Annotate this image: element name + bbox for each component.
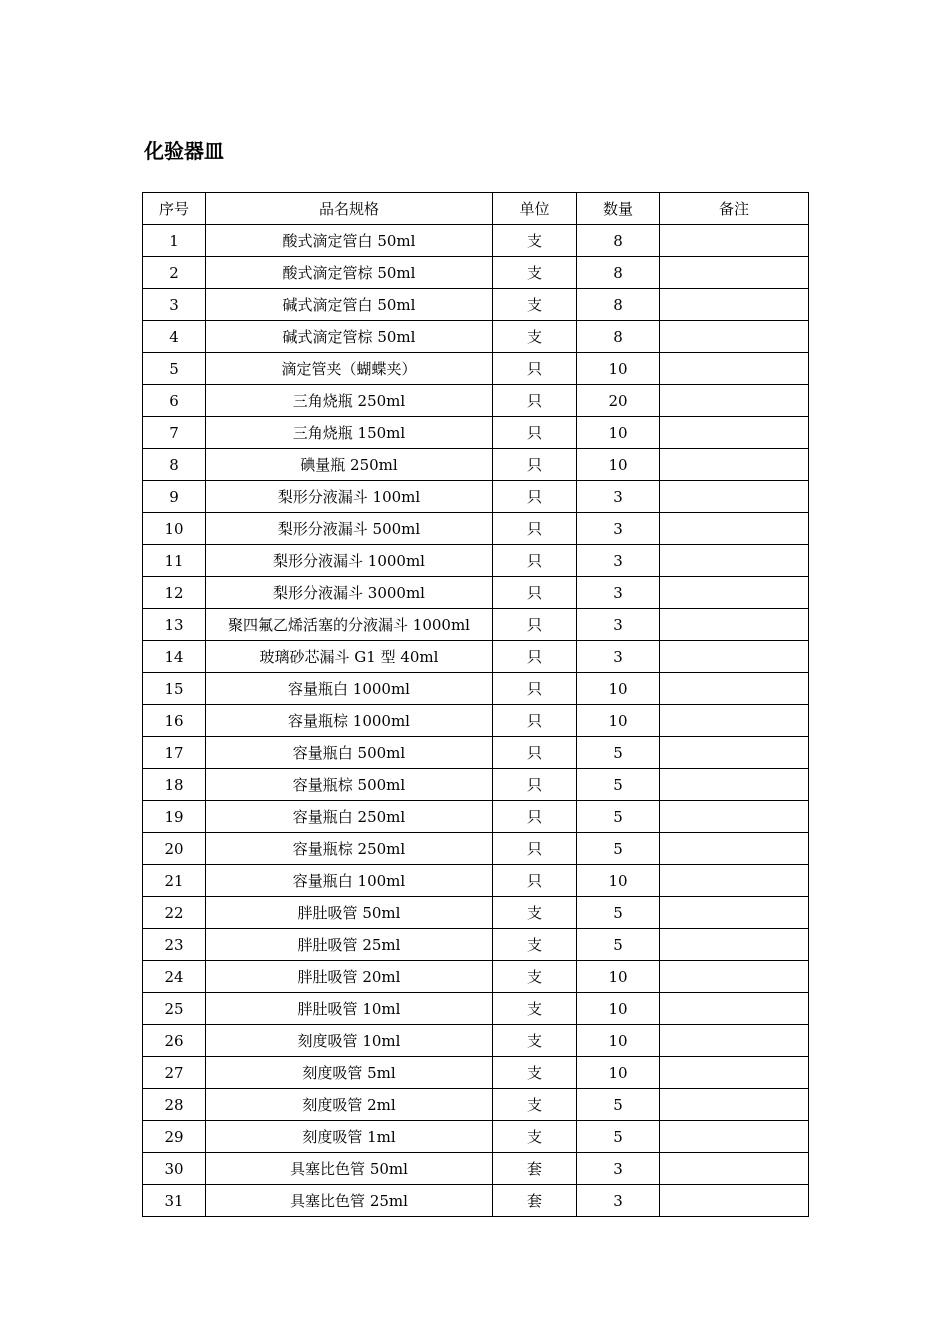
cell-name: 容量瓶棕 500ml	[206, 769, 493, 801]
cell-note	[660, 1121, 809, 1153]
cell-no: 16	[143, 705, 206, 737]
cell-qty: 10	[577, 417, 660, 449]
cell-note	[660, 353, 809, 385]
cell-unit: 只	[493, 801, 577, 833]
cell-unit: 只	[493, 641, 577, 673]
cell-qty: 3	[577, 641, 660, 673]
cell-no: 24	[143, 961, 206, 993]
table-row	[143, 801, 809, 833]
cell-no: 12	[143, 577, 206, 609]
cell-unit: 支	[493, 961, 577, 993]
cell-name: 梨形分液漏斗 3000ml	[206, 577, 493, 609]
table-row	[143, 1185, 809, 1217]
table-row	[143, 929, 809, 961]
cell-note	[660, 961, 809, 993]
table-row	[143, 961, 809, 993]
cell-unit: 只	[493, 353, 577, 385]
cell-name: 碱式滴定管棕 50ml	[206, 321, 493, 353]
cell-note	[660, 449, 809, 481]
cell-name: 滴定管夹（蝴蝶夹）	[206, 353, 493, 385]
cell-qty: 3	[577, 545, 660, 577]
cell-name: 梨形分液漏斗 100ml	[206, 481, 493, 513]
cell-unit: 只	[493, 385, 577, 417]
cell-qty: 3	[577, 609, 660, 641]
cell-qty: 5	[577, 769, 660, 801]
cell-qty: 3	[577, 577, 660, 609]
cell-unit: 只	[493, 545, 577, 577]
cell-no: 2	[143, 257, 206, 289]
cell-qty: 5	[577, 833, 660, 865]
cell-unit: 只	[493, 769, 577, 801]
page-title: 化验器皿	[144, 139, 224, 163]
cell-qty: 10	[577, 705, 660, 737]
cell-unit: 只	[493, 833, 577, 865]
cell-unit: 只	[493, 609, 577, 641]
cell-qty: 8	[577, 321, 660, 353]
cell-name: 容量瓶棕 250ml	[206, 833, 493, 865]
cell-note	[660, 321, 809, 353]
cell-qty: 10	[577, 865, 660, 897]
cell-unit: 支	[493, 1121, 577, 1153]
cell-name: 三角烧瓶 150ml	[206, 417, 493, 449]
cell-unit: 支	[493, 993, 577, 1025]
table-row	[143, 385, 809, 417]
cell-no: 17	[143, 737, 206, 769]
table-row	[143, 641, 809, 673]
table-row	[143, 257, 809, 289]
cell-qty: 3	[577, 513, 660, 545]
cell-no: 19	[143, 801, 206, 833]
cell-no: 29	[143, 1121, 206, 1153]
cell-unit: 只	[493, 449, 577, 481]
cell-note	[660, 705, 809, 737]
table-row	[143, 705, 809, 737]
cell-qty: 5	[577, 801, 660, 833]
cell-unit: 套	[493, 1185, 577, 1217]
cell-no: 9	[143, 481, 206, 513]
cell-note	[660, 385, 809, 417]
table-row	[143, 609, 809, 641]
header-name: 品名规格	[206, 193, 493, 225]
cell-note	[660, 801, 809, 833]
cell-no: 15	[143, 673, 206, 705]
cell-no: 27	[143, 1057, 206, 1089]
cell-name: 容量瓶白 100ml	[206, 865, 493, 897]
cell-no: 23	[143, 929, 206, 961]
cell-name: 具塞比色管 25ml	[206, 1185, 493, 1217]
cell-unit: 只	[493, 513, 577, 545]
cell-no: 25	[143, 993, 206, 1025]
cell-qty: 10	[577, 993, 660, 1025]
cell-note	[660, 833, 809, 865]
cell-name: 梨形分液漏斗 500ml	[206, 513, 493, 545]
cell-no: 6	[143, 385, 206, 417]
table-row	[143, 513, 809, 545]
cell-no: 21	[143, 865, 206, 897]
cell-note	[660, 1057, 809, 1089]
cell-note	[660, 673, 809, 705]
cell-no: 3	[143, 289, 206, 321]
table-row	[143, 1089, 809, 1121]
cell-qty: 10	[577, 1025, 660, 1057]
cell-note	[660, 577, 809, 609]
cell-name: 梨形分液漏斗 1000ml	[206, 545, 493, 577]
cell-qty: 8	[577, 289, 660, 321]
cell-note	[660, 1089, 809, 1121]
table-row	[143, 1057, 809, 1089]
cell-note	[660, 993, 809, 1025]
cell-unit: 支	[493, 929, 577, 961]
cell-qty: 10	[577, 449, 660, 481]
header-qty: 数量	[577, 193, 660, 225]
cell-note	[660, 769, 809, 801]
cell-note	[660, 545, 809, 577]
table-row	[143, 321, 809, 353]
table-row	[143, 481, 809, 513]
table-row	[143, 737, 809, 769]
table-row	[143, 449, 809, 481]
cell-no: 28	[143, 1089, 206, 1121]
cell-unit: 支	[493, 321, 577, 353]
table-row	[143, 353, 809, 385]
cell-name: 容量瓶棕 1000ml	[206, 705, 493, 737]
cell-qty: 3	[577, 1153, 660, 1185]
cell-unit: 支	[493, 289, 577, 321]
cell-note	[660, 417, 809, 449]
table-body	[143, 225, 809, 1217]
cell-no: 20	[143, 833, 206, 865]
table-row	[143, 577, 809, 609]
cell-name: 胖肚吸管 10ml	[206, 993, 493, 1025]
cell-qty: 10	[577, 353, 660, 385]
cell-unit: 只	[493, 865, 577, 897]
cell-note	[660, 1153, 809, 1185]
table-row	[143, 1025, 809, 1057]
cell-name: 三角烧瓶 250ml	[206, 385, 493, 417]
cell-name: 容量瓶白 500ml	[206, 737, 493, 769]
cell-qty: 5	[577, 737, 660, 769]
cell-qty: 10	[577, 1057, 660, 1089]
table-row	[143, 1153, 809, 1185]
header-unit: 单位	[493, 193, 577, 225]
cell-note	[660, 609, 809, 641]
cell-name: 刻度吸管 1ml	[206, 1121, 493, 1153]
cell-name: 刻度吸管 2ml	[206, 1089, 493, 1121]
cell-qty: 5	[577, 897, 660, 929]
cell-no: 22	[143, 897, 206, 929]
cell-name: 具塞比色管 50ml	[206, 1153, 493, 1185]
header-note: 备注	[660, 193, 809, 225]
cell-unit: 只	[493, 481, 577, 513]
cell-unit: 支	[493, 897, 577, 929]
cell-qty: 3	[577, 1185, 660, 1217]
table-row	[143, 833, 809, 865]
cell-no: 7	[143, 417, 206, 449]
cell-unit: 只	[493, 417, 577, 449]
cell-unit: 只	[493, 737, 577, 769]
cell-name: 胖肚吸管 50ml	[206, 897, 493, 929]
table-row	[143, 673, 809, 705]
table-row	[143, 897, 809, 929]
cell-no: 30	[143, 1153, 206, 1185]
cell-note	[660, 897, 809, 929]
table-header-row	[143, 193, 809, 225]
cell-no: 1	[143, 225, 206, 257]
cell-name: 酸式滴定管白 50ml	[206, 225, 493, 257]
cell-name: 聚四氟乙烯活塞的分液漏斗 1000ml	[206, 609, 493, 641]
cell-unit: 支	[493, 257, 577, 289]
cell-no: 13	[143, 609, 206, 641]
table-row	[143, 225, 809, 257]
table-row	[143, 1121, 809, 1153]
cell-qty: 8	[577, 225, 660, 257]
cell-unit: 只	[493, 705, 577, 737]
cell-no: 11	[143, 545, 206, 577]
cell-unit: 套	[493, 1153, 577, 1185]
cell-no: 14	[143, 641, 206, 673]
cell-note	[660, 225, 809, 257]
header-no: 序号	[143, 193, 206, 225]
cell-name: 碱式滴定管白 50ml	[206, 289, 493, 321]
table-row	[143, 865, 809, 897]
cell-qty: 20	[577, 385, 660, 417]
glassware-table	[142, 192, 809, 1217]
table-row	[143, 289, 809, 321]
cell-qty: 10	[577, 673, 660, 705]
table-row	[143, 993, 809, 1025]
cell-qty: 5	[577, 1121, 660, 1153]
cell-qty: 3	[577, 481, 660, 513]
cell-qty: 10	[577, 961, 660, 993]
cell-no: 26	[143, 1025, 206, 1057]
cell-unit: 只	[493, 577, 577, 609]
cell-note	[660, 289, 809, 321]
cell-unit: 支	[493, 1089, 577, 1121]
cell-note	[660, 257, 809, 289]
cell-name: 容量瓶白 1000ml	[206, 673, 493, 705]
cell-note	[660, 737, 809, 769]
cell-name: 胖肚吸管 25ml	[206, 929, 493, 961]
cell-name: 刻度吸管 5ml	[206, 1057, 493, 1089]
cell-qty: 8	[577, 257, 660, 289]
cell-unit: 支	[493, 1057, 577, 1089]
cell-unit: 支	[493, 225, 577, 257]
cell-unit: 只	[493, 673, 577, 705]
table-row	[143, 545, 809, 577]
cell-name: 刻度吸管 10ml	[206, 1025, 493, 1057]
cell-note	[660, 1025, 809, 1057]
cell-no: 18	[143, 769, 206, 801]
cell-no: 31	[143, 1185, 206, 1217]
cell-name: 酸式滴定管棕 50ml	[206, 257, 493, 289]
cell-name: 胖肚吸管 20ml	[206, 961, 493, 993]
cell-qty: 5	[577, 1089, 660, 1121]
cell-name: 玻璃砂芯漏斗 G1 型 40ml	[206, 641, 493, 673]
cell-no: 10	[143, 513, 206, 545]
table-row	[143, 417, 809, 449]
cell-name: 碘量瓶 250ml	[206, 449, 493, 481]
cell-note	[660, 929, 809, 961]
cell-note	[660, 865, 809, 897]
cell-note	[660, 481, 809, 513]
cell-no: 4	[143, 321, 206, 353]
cell-note	[660, 1185, 809, 1217]
cell-no: 5	[143, 353, 206, 385]
table-row	[143, 769, 809, 801]
cell-qty: 5	[577, 929, 660, 961]
cell-note	[660, 513, 809, 545]
cell-no: 8	[143, 449, 206, 481]
cell-name: 容量瓶白 250ml	[206, 801, 493, 833]
cell-note	[660, 641, 809, 673]
cell-unit: 支	[493, 1025, 577, 1057]
